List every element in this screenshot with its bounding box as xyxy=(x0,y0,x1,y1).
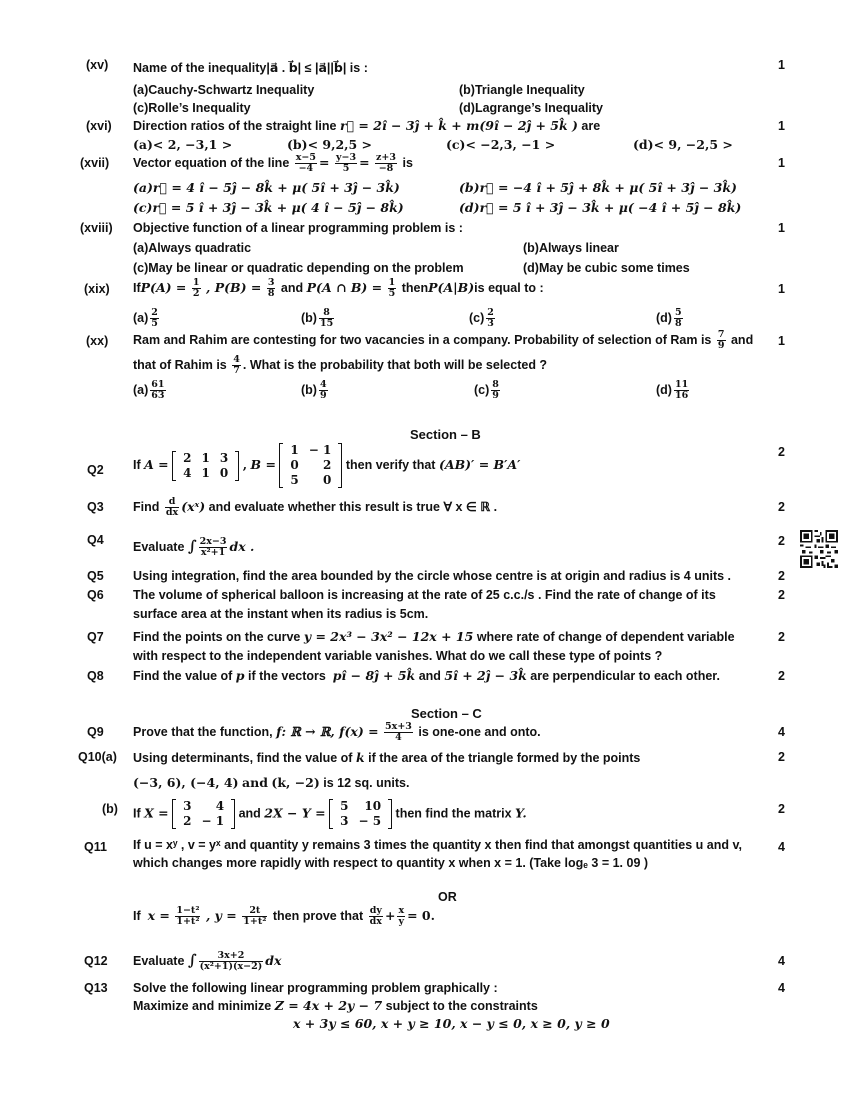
integral-sign: ∫ xyxy=(187,951,197,969)
fraction xyxy=(295,153,317,174)
fraction xyxy=(319,308,334,329)
question-number: Q4 xyxy=(87,533,104,547)
question-text xyxy=(133,799,527,829)
question-text-line2 xyxy=(133,998,538,1013)
question-number: Q6 xyxy=(87,588,104,602)
denominator: (x²+1)(x−2) xyxy=(199,961,263,973)
question-text xyxy=(133,443,520,488)
text-and: and xyxy=(418,669,441,683)
prob-a: P(A) = xyxy=(140,279,187,295)
option-label: (d) xyxy=(656,310,672,325)
fraction xyxy=(199,537,228,558)
question-number: Q5 xyxy=(87,569,104,583)
marks: 4 xyxy=(778,954,785,968)
fraction xyxy=(335,153,357,174)
marks: 2 xyxy=(778,750,785,764)
matrix-cell: − 5 xyxy=(358,814,382,828)
matrix-cell: 2 xyxy=(183,814,192,828)
question-text xyxy=(133,278,544,299)
question-text-line2: which changes more rapidly with respect to quantity x when x = 1. (Take logₑ 3 = 1. 09 ) xyxy=(133,856,649,870)
option-d: (d)Lagrange’s Inequality xyxy=(459,101,604,115)
objective-function: Z = 4x + 2y − 7 xyxy=(274,998,383,1013)
numerator: 3 xyxy=(267,277,275,288)
vector-2: 5î + 2ĵ − 3k̂ xyxy=(444,668,527,683)
marks: 2 xyxy=(778,802,785,816)
or-separator: OR xyxy=(438,890,457,904)
matrix-cell: 0 xyxy=(290,458,299,472)
marks: 1 xyxy=(778,58,785,72)
marks: 2 xyxy=(778,630,785,644)
plus: + xyxy=(384,907,396,923)
denominator: 15 xyxy=(319,317,334,329)
matrix-cell: − 1 xyxy=(201,814,225,828)
numerator: 2x−3 xyxy=(199,536,227,548)
constraints: x + 3y ≤ 60, x + y ≥ 10, x − y ≤ 0, x ≥ 0, y ≥ 0 xyxy=(293,1016,610,1031)
option-a xyxy=(133,380,168,401)
marks: 4 xyxy=(778,981,785,995)
numerator: 5 xyxy=(674,307,682,318)
question-text xyxy=(133,951,281,972)
denominator: 9 xyxy=(492,389,499,401)
numerator: 11 xyxy=(674,379,689,390)
fraction xyxy=(717,330,726,351)
matrix-cell: − 1 xyxy=(308,443,332,457)
text: Maximize and minimize xyxy=(133,999,272,1013)
question-number: (b) xyxy=(102,802,118,816)
y-label: , y = xyxy=(205,907,237,923)
denominator: dx xyxy=(369,915,382,927)
denominator: 2 xyxy=(192,287,200,299)
matrix-b xyxy=(279,443,342,488)
question-text-line1: The volume of spherical balloon is increasing at the rate of 25 c.c./s . Find the rate of change of its xyxy=(133,588,716,602)
matrix-cell: 4 xyxy=(183,465,192,480)
question-text-line2: surface area at the instant when its radius is 5cm. xyxy=(133,607,429,621)
text: then verify that xyxy=(345,457,436,472)
denominator: 63 xyxy=(151,389,165,401)
numerator: z+3 xyxy=(376,152,396,163)
option-a: (a)Cauchy-Schwartz Inequality xyxy=(133,83,315,97)
text-and: and xyxy=(730,332,754,347)
derivative-fraction xyxy=(165,497,179,518)
matrix-rhs xyxy=(329,799,392,829)
alternative-question xyxy=(133,906,435,927)
question-text-line2 xyxy=(133,355,547,376)
question-text-line1 xyxy=(133,330,753,351)
section-c-title: Section – C xyxy=(411,706,482,721)
fraction xyxy=(199,951,264,972)
marks: 2 xyxy=(778,669,785,683)
denominator: dx xyxy=(165,506,179,518)
matrix-x xyxy=(172,799,235,829)
text: then find the matrix xyxy=(395,806,512,821)
text-find: Find xyxy=(133,499,160,514)
text: subject to the constraints xyxy=(385,999,538,1013)
option-c: (c)< −2,3, −1 > xyxy=(446,137,556,152)
option-label: (b) xyxy=(301,310,317,325)
question-number: (xv) xyxy=(86,58,109,72)
numerator: y−3 xyxy=(335,152,357,163)
numerator: 1 xyxy=(388,277,396,288)
text: Find the points on the curve xyxy=(133,630,301,644)
option-label: (a) xyxy=(133,310,149,325)
point-3: (k, −2) xyxy=(271,775,320,790)
numerator: 5x+3 xyxy=(385,721,412,732)
numerator: 8 xyxy=(319,308,334,319)
text-and: and xyxy=(242,775,268,790)
numerator: 7 xyxy=(717,329,725,340)
question-text-pre: Vector equation of the line xyxy=(133,155,290,170)
matrix-cell: 10 xyxy=(364,799,382,813)
fraction xyxy=(242,906,267,927)
option-a: (a)r⃗ = 4 î − 5ĵ − 8k̂ + μ( 5î + 3ĵ − 3k̂) xyxy=(133,180,400,195)
matrix-cell: 1 xyxy=(201,450,210,465)
option-c: (c)r⃗ = 5 î + 3ĵ − 3k̂ + μ( 4 î − 5ĵ − 8k̂) xyxy=(133,200,404,215)
text-equal-to: is equal to : xyxy=(474,280,544,295)
option-a: (a)< 2, −3,1 > xyxy=(133,137,233,152)
option-b: (b)Triangle Inequality xyxy=(459,83,585,97)
matrix-b-label: B = xyxy=(250,456,276,472)
fraction xyxy=(397,906,405,927)
option-label: (d) xyxy=(656,382,672,397)
text: and evaluate whether this result is true ∀ x ∈ ℝ . xyxy=(208,499,498,514)
question-number: Q3 xyxy=(87,500,104,514)
denominator: 9 xyxy=(319,389,327,401)
denominator: 1+t² xyxy=(243,915,267,927)
question-number: Q10(a) xyxy=(78,750,117,764)
question-text xyxy=(133,722,541,743)
dx: dx xyxy=(265,953,282,968)
question-text-line1 xyxy=(133,629,735,644)
text: Evaluate xyxy=(133,540,185,554)
text: Prove that the function, xyxy=(133,724,273,739)
numerator: x−5 xyxy=(295,152,316,163)
numerator: d xyxy=(165,497,179,508)
option-label: (c) xyxy=(469,310,485,325)
question-text xyxy=(133,668,720,683)
fraction xyxy=(150,308,159,329)
option-label: (b) xyxy=(301,382,317,397)
text: Evaluate xyxy=(133,954,185,968)
text-and: and xyxy=(280,280,304,295)
question-number: (xix) xyxy=(84,282,110,296)
denominator: 3 xyxy=(487,317,494,329)
question-text xyxy=(133,118,600,133)
section-b-title: Section – B xyxy=(410,427,481,442)
marks: 2 xyxy=(778,534,785,548)
option-label: (a) xyxy=(133,382,149,397)
option-d xyxy=(656,380,691,401)
text: then prove that xyxy=(272,908,364,923)
marks: 2 xyxy=(778,569,785,583)
matrix-a xyxy=(172,451,239,481)
option-d: (d)May be cubic some times xyxy=(523,261,690,275)
denominator: 4 xyxy=(395,731,402,743)
numerator: 4 xyxy=(319,379,327,390)
matrix-cell: 3 xyxy=(340,814,349,828)
fraction xyxy=(369,906,383,927)
denominator: 5 xyxy=(388,287,396,299)
variable-p: p xyxy=(235,668,245,683)
option-b: (b)r⃗ = −4 î + 5ĵ + 8k̂ + μ( 5î + 3ĵ − 3k̂) xyxy=(459,180,737,195)
numerator: 4 xyxy=(233,354,240,365)
points: (−3, 6), (−4, 4) xyxy=(133,775,239,790)
marks: 2 xyxy=(778,445,785,459)
fraction xyxy=(192,278,201,299)
question-number: Q11 xyxy=(84,840,107,854)
comma: , xyxy=(242,456,248,472)
fraction xyxy=(375,153,397,174)
option-c: (c)May be linear or quadratic depending on the problem xyxy=(133,261,464,275)
matrix-cell: 3 xyxy=(219,450,229,465)
numerator: 2t xyxy=(242,906,267,917)
option-b: (b)< 9,2,5 > xyxy=(287,137,373,152)
curve-equation: y = 2x³ − 3x² − 12x + 15 xyxy=(303,629,474,644)
question-number: Q2 xyxy=(87,463,104,477)
marks: 1 xyxy=(778,334,785,348)
option-c xyxy=(474,380,502,401)
denominator: 8 xyxy=(674,317,682,329)
marks: 4 xyxy=(778,840,785,854)
prob-a-and-b: P(A ∩ B) = xyxy=(306,279,383,295)
denominator: −8 xyxy=(378,162,394,174)
question-text: Using integration, find the area bounded by the circle whose centre is at origin and radius is 4 units . xyxy=(133,569,732,583)
question-number: Q9 xyxy=(87,725,104,739)
matrix-cell: 2 xyxy=(323,458,332,472)
option-d xyxy=(656,308,685,329)
denominator: 16 xyxy=(674,389,689,401)
text-then: then xyxy=(401,280,429,295)
fraction xyxy=(175,906,200,927)
text-if: If xyxy=(133,806,141,821)
question-text-line2: with respect to the independent variable vanishes. What do we call these type of points ? xyxy=(133,649,663,663)
marks: 2 xyxy=(778,500,785,514)
marks: 1 xyxy=(778,282,785,296)
fraction xyxy=(319,380,328,401)
denominator: x²+1 xyxy=(200,547,226,559)
matrix-cell: 5 xyxy=(340,799,349,813)
matrix-cell: 3 xyxy=(183,799,192,813)
denominator: 5 xyxy=(151,317,158,329)
question-number: (xvii) xyxy=(80,156,110,170)
option-b: (b)Always linear xyxy=(523,241,619,255)
vector-1: pî − 8ĵ + 5k̂ xyxy=(332,668,416,683)
numerator: 8 xyxy=(492,379,499,390)
text: if the vectors xyxy=(248,669,326,683)
question-text-line1 xyxy=(133,750,640,765)
denominator: 9 xyxy=(717,339,725,351)
fraction xyxy=(674,380,689,401)
prob-conditional: P(A|B) xyxy=(428,279,475,295)
numerator: 2 xyxy=(151,307,158,318)
matrix-a-label: A = xyxy=(144,456,169,472)
fraction xyxy=(150,380,165,401)
numerator: x xyxy=(398,905,405,916)
line-equation: r⃗ = 2î − 3ĵ + k̂ + m(9î − 2ĵ + 5k̂ ) xyxy=(339,118,578,133)
matrix-cell: 5 xyxy=(290,473,299,487)
matrix-cell: 1 xyxy=(290,443,299,457)
question-text-post: is xyxy=(402,155,413,170)
equation: 2X − Y = xyxy=(264,805,326,821)
text: is one-one and onto. xyxy=(418,724,541,739)
question-text xyxy=(133,537,254,558)
text-if: If xyxy=(133,908,141,923)
prob-b: , P(B) = xyxy=(206,279,262,295)
text-if: If xyxy=(133,457,141,472)
matrix-y-label: Y. xyxy=(515,805,527,821)
matrix-cell: 2 xyxy=(183,450,192,465)
text: Ram and Rahim are contesting for two vacancies in a company. Probability of selection of Ram is xyxy=(133,332,712,347)
question-number: (xx) xyxy=(86,334,109,348)
option-c xyxy=(469,308,497,329)
question-number: (xviii) xyxy=(80,221,113,235)
matrix-cell: 0 xyxy=(219,465,229,480)
marks: 1 xyxy=(778,119,785,133)
text-and: and xyxy=(238,806,261,821)
fraction xyxy=(384,722,413,743)
numerator: 61 xyxy=(151,379,165,390)
question-number: Q13 xyxy=(84,981,108,995)
question-number: Q7 xyxy=(87,630,104,644)
marks: 1 xyxy=(778,221,785,235)
numerator: 1−t² xyxy=(176,905,200,916)
question-text: Objective function of a linear programming problem is : xyxy=(133,221,463,235)
text-if: If xyxy=(133,280,141,295)
text: where rate of change of dependent variable xyxy=(476,630,735,644)
integral-sign: ∫ xyxy=(187,537,197,555)
text: are perpendicular to each other. xyxy=(530,669,720,683)
fraction xyxy=(232,355,241,376)
matrix-cell: 0 xyxy=(323,473,332,487)
equation: (AB)′ = B′A′ xyxy=(438,456,521,472)
text: Find the value of xyxy=(133,669,233,683)
denominator: 5 xyxy=(342,162,350,174)
option-a: (a)Always quadratic xyxy=(133,241,252,255)
option-d: (d)r⃗ = 5 î + 3ĵ − 3k̂ + μ( −4 î + 5ĵ − 8k̂) xyxy=(459,200,742,215)
option-d: (d)< 9, −2,5 > xyxy=(633,137,733,152)
question-number: Q12 xyxy=(84,954,108,968)
text: that of Rahim is xyxy=(133,357,227,372)
numerator: 3x+2 xyxy=(199,951,264,962)
option-a xyxy=(133,308,161,329)
numerator: 2 xyxy=(487,307,494,318)
marks: 2 xyxy=(778,588,785,602)
text: is 12 sq. units. xyxy=(323,776,410,790)
x-label: x = xyxy=(147,907,170,923)
question-text-line1: Solve the following linear programming problem graphically : xyxy=(133,981,498,995)
denominator: 1+t² xyxy=(176,915,200,927)
expression: (xˣ) xyxy=(181,498,206,514)
option-label: (c) xyxy=(474,382,490,397)
option-c: (c)Rolle’s Inequality xyxy=(133,101,251,115)
numerator: 1 xyxy=(192,277,200,288)
text: if the area of the triangle formed by the points xyxy=(368,751,641,765)
denominator: y xyxy=(398,915,405,927)
function: f: ℝ → ℝ, f(x) = xyxy=(276,723,379,739)
marks: 4 xyxy=(778,725,785,739)
question-text xyxy=(133,497,497,518)
question-text-pre: Direction ratios of the straight line xyxy=(133,119,337,133)
matrix-cell: 1 xyxy=(201,465,210,480)
question-text-line1: If u = xʸ , v = yˣ and quantity y remains 3 times the quantity x then find that amongst quantities u and v, xyxy=(133,838,742,852)
fraction xyxy=(674,308,683,329)
text: Using determinants, find the value of xyxy=(133,751,353,765)
fraction xyxy=(267,278,276,299)
option-b xyxy=(301,308,336,329)
question-number: (xvi) xyxy=(86,119,112,133)
variable-k: k xyxy=(355,750,365,765)
qr-code-icon xyxy=(800,530,838,568)
question-number: Q8 xyxy=(87,669,104,683)
equals-zero: = 0. xyxy=(407,907,435,923)
denominator: 7 xyxy=(233,364,240,376)
matrix-cell: 4 xyxy=(215,799,225,813)
question-text-post: are xyxy=(581,119,601,133)
option-b xyxy=(301,380,330,401)
text: . What is the probability that both will be selected ? xyxy=(242,357,548,372)
fraction xyxy=(388,278,397,299)
dx: dx . xyxy=(229,539,255,554)
marks: 1 xyxy=(778,156,785,170)
matrix-x-label: X = xyxy=(144,805,169,821)
question-text-line2 xyxy=(133,775,409,790)
question-text: Vector equation of the line $\frac{x-5}{-4}$ = $\frac{y-3}{5}$ = $\frac{z+3}{-8}$ is xyxy=(133,152,413,174)
fraction xyxy=(491,380,500,401)
denominator: 8 xyxy=(267,287,275,299)
question-text: Name of the inequality|a⃗ . b⃗| ≤ |a⃗||b⃗| is : xyxy=(133,61,368,75)
denominator: −4 xyxy=(298,162,314,174)
fraction xyxy=(486,308,495,329)
numerator: dy xyxy=(369,905,382,916)
